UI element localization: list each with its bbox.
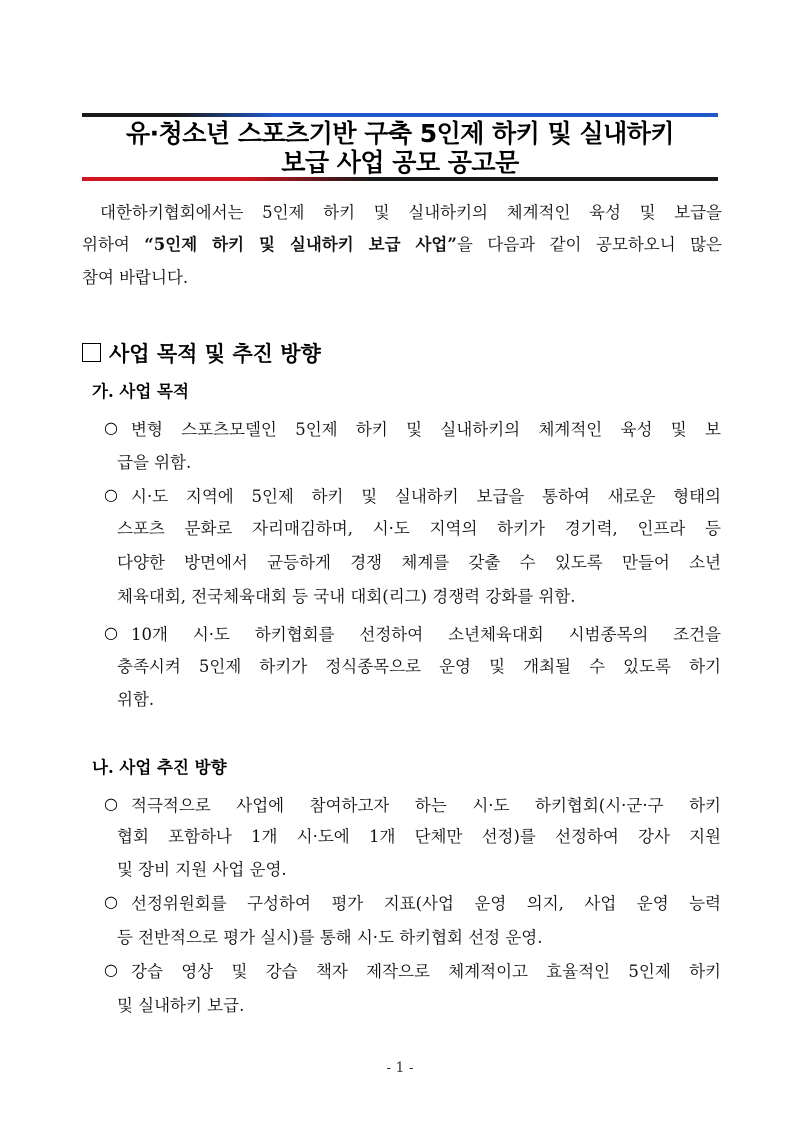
section-heading [82,338,321,368]
bullet-line: 다양한 방면에서 균등하게 경쟁 체계를 갖출 수 있도록 만들어 소년 [117,553,721,572]
intro-text: 위하여 [82,235,145,254]
subsection-title: 나. 사업 추진 방향 [92,758,227,777]
bullet-circle-icon: ○ [104,960,118,979]
bullet-circle-icon: ○ [104,418,118,437]
page-number: - 1 - [386,1060,414,1076]
subsection-title: 가. 사업 목적 [92,382,189,401]
checkbox-square-icon [82,343,101,362]
section-title: 사업 목적 및 추진 방향 [109,342,321,366]
bullet-line: 시·도 지역에 5인제 하키 및 실내하키 보급을 통하여 새로운 형태의 [131,487,721,506]
bullet-line: 및 장비 지원 사업 운영. [117,860,287,879]
bullet-line: 체육대회, 전국체육대회 등 국내 대회(리그) 경쟁력 강화를 위함. [117,587,576,606]
bullet-line: 급을 위함. [117,453,192,472]
bullet-line: 등 전반적으로 평가 실시)를 통해 시·도 하키협회 선정 운영. [117,928,543,947]
bullet-line: 변형 스포츠모델인 5인제 하키 및 실내하키의 체계적인 육성 및 보 [131,420,721,439]
bullet-line: 충족시켜 5인제 하키가 정식종목으로 운영 및 개최될 수 있도록 하기 [117,657,721,676]
document-title-line2: 보급 사업 공모 공고문 [281,148,519,177]
bullet-circle-icon: ○ [104,485,118,504]
bullet-line: 적극적으로 사업에 참여하고자 하는 시·도 하키협회(시·군·구 하키 [131,796,721,815]
intro-line: 참여 바랍니다. [82,268,189,287]
bullet-line: 협회 포함하나 1개 시·도에 1개 단체만 선정)를 선정하여 강사 지원 [117,827,721,846]
bullet-circle-icon: ○ [104,794,118,813]
bullet-line: 및 실내하키 보급. [117,996,245,1015]
title-top-rule [82,113,718,117]
intro-line [82,231,722,255]
intro-text: 을 다음과 같이 공모하오니 많은 [456,235,722,254]
bullet-line: 위함. [117,690,155,709]
title-box [82,113,718,181]
bullet-circle-icon: ○ [104,623,118,642]
title-bottom-rule [82,177,718,181]
bullet-line: 선정위원회를 구성하여 평가 지표(사업 운영 의지, 사업 운영 능력 [131,894,721,913]
intro-line: 대한하키협회에서는 5인제 하키 및 실내하키의 체계적인 육성 및 보급을 [100,203,722,222]
bullet-line: 10개 시·도 하키협회를 선정하여 소년체육대회 시범종목의 조건을 [131,625,721,644]
bullet-circle-icon: ○ [104,892,118,911]
bullet-line: 강습 영상 및 강습 책자 제작으로 체계적이고 효율적인 5인제 하키 [131,962,721,981]
intro-project-name: “5인제 하키 및 실내하키 보급 사업” [144,235,457,254]
bullet-line: 스포츠 문화로 자리매김하며, 시·도 지역의 하키가 경기력, 인프라 등 [117,519,721,538]
document-title-line1: 유·청소년 스포츠기반 구축 5인제 하키 및 실내하키 [125,119,675,148]
